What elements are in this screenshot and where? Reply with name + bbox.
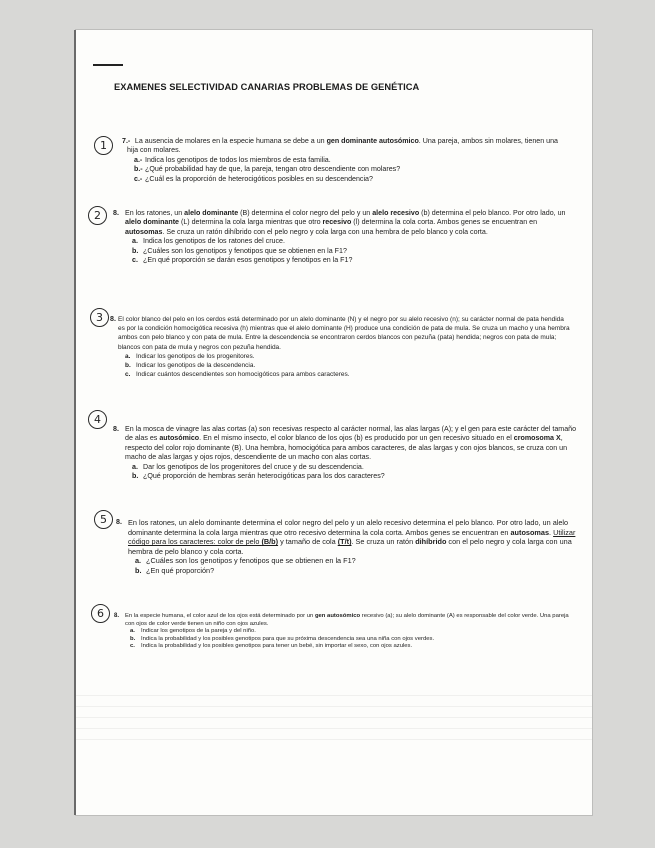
dash-mark xyxy=(93,64,123,66)
question-b: b. ¿Qué proporción de hembras serán heterocigóticas para los dos caracteres? xyxy=(132,472,385,481)
problem-number: 7.- xyxy=(122,137,131,145)
question-a: a. ¿Cuáles son los genotipos y fenotipos que se obtienen en la F1? xyxy=(135,556,356,566)
handwritten-number-1: 1 xyxy=(94,136,113,155)
question-c: c.- ¿Cuál es la proporción de heterocigóticos posibles en su descendencia? xyxy=(134,174,373,183)
problem-number: 8. xyxy=(113,209,119,217)
problem-text: En la especie humana, el color azul de los ojos está determinado por un gen autosómico recesivo (a); su alelo dominante (A) es responsable del color verde. Una pareja con ojos de color verde tienen un niño con ojos azules. a. Indicar los genotipos de la pareja y del niño. b. Indica la probabilidad y los posibles genotipos para que su próxima descendencia sea una niña con ojos verdes. c. Indica la probabilidad y los posibles genotipos para tener un bebé, sin importar el sexo, con ojos azules. xyxy=(125,613,575,651)
handwritten-number-5: 5 xyxy=(94,510,113,529)
document-title: EXAMENES SELECTIVIDAD CANARIAS PROBLEMAS DE GENÉTICA xyxy=(114,82,420,92)
question-a: a.- Indica los genotipos de todos los miembros de esta familia. xyxy=(134,155,331,164)
handwritten-number-3: 3 xyxy=(90,308,109,327)
question-a: a. Indica los genotipos de los ratones del cruce. xyxy=(132,237,285,246)
problem-text: La ausencia de molares en la especie humana se debe a un gen dominante autosómico. Una pareja, ambos sin molares, tienen una hija con molares. a.- Indica los genotipos de todos los miembros de esta familia. b.- ¿Qué probabilidad hay de que, la pareja, tengan otro descendiente con molares? c.- ¿Cuál es la proporción de heterocigóticos posibles en su descendencia? xyxy=(127,137,567,184)
handwritten-number-4: 4 xyxy=(88,410,107,429)
question-b: b. ¿Cuáles son los genotipos y fenotipos que se obtienen en la F1? xyxy=(132,246,347,255)
handwritten-number-2: 2 xyxy=(88,206,107,225)
question-b: b. ¿En qué proporción? xyxy=(135,565,215,575)
problem-text: El color blanco del pelo en los cerdos está determinado por un alelo dominante (N) y el negro por su alelo recesivo (n); su carácter normal de pata hendida es por la condición homocigótica recesiva (h) mientras que el alelo dominante (H) produce una condición de pata de mula. Se cruza un macho y una hembra ambos con pelo blanco y con pata de mula. Entre la descendencia se encontraron cerdos blancos con pezuña (pata) hendida; negros con pata de mula; blancos con pata de mula y negros con pezuña hendida. a. Indicar los genotipos de los progenitores. b. Indicar los genotipos de la descendencia. c. Indicar cuántos descendientes son homocigóticos para ambos caracteres. xyxy=(118,315,572,379)
problem-number: 8. xyxy=(114,613,120,619)
question-c: c. ¿En qué proporción se darán esos genotipos y fenotipos en la F1? xyxy=(132,256,353,265)
document-page xyxy=(76,30,592,815)
question-a: a. Indicar los genotipos de los progenitores. xyxy=(125,352,255,360)
problem-text: En los ratones, un alelo dominante (B) determina el color negro del pelo y un alelo recesivo (b) determina el pelo blanco. Por otro lado, un alelo dominante (L) determina la cola larga mientras que otro recesivo (l) determina la cola corta. Ambos genes se encuentran en autosomas. Se cruza un ratón dihíbrido con el pelo negro y cola larga con una hembra de pelo blanco y cola corta. a. Indica los genotipos de los ratones del cruce. b. ¿Cuáles son los genotipos y fenotipos que se obtienen en la F1? c. ¿En qué proporción se darán esos genotipos y fenotipos en la F1? xyxy=(125,209,575,265)
problem-number: 8. xyxy=(113,425,119,433)
problem-text: En la mosca de vinagre las alas cortas (a) son recesivas respecto al carácter normal, las alas largas (A); y el gen para este carácter del tamaño de alas es autosómico. En el mismo insecto, el color blanco de los ojos (b) es producido por un gen recesivo situado en el cromosoma X, respecto del color rojo dominante (B). Una hembra, homocigótica para ambos caracteres, de alas largas y con ojos blancos, se cruza con un macho de alas largas y ojos rojos, descendiente de un macho con alas cortas. a. Dar los genotipos de los progenitores del cruce y de su descendencia. b. ¿Qué proporción de hembras serán heterocigóticas para los dos caracteres? xyxy=(125,425,577,481)
question-c: c. Indica la probabilidad y los posibles genotipos para tener un bebé, sin importar el sexo, con ojos azules. xyxy=(130,643,413,650)
problem-number: 8. xyxy=(116,518,122,526)
question-b: b.- ¿Qué probabilidad hay de que, la pareja, tengan otro descendiente con molares? xyxy=(134,165,401,174)
problem-number: 8. xyxy=(110,315,116,323)
question-a: a. Dar los genotipos de los progenitores del cruce y de su descendencia. xyxy=(132,462,364,471)
question-c: c. Indicar cuántos descendientes son homocigóticos para ambos caracteres. xyxy=(125,371,350,379)
problem-text: En los ratones, un alelo dominante determina el color negro del pelo y un alelo recesivo determina el pelo blanco. Por otro lado, un alelo dominante determina la cola larga mientras que otro recesivo determina la cola corta. Ambos genes se encuentran en autosomas. Utilizar código para los caracteres: color de pelo (B/b) y tamaño de cola (T/t). Se cruza un ratón dihíbrido con el pelo negro y cola larga con una hembra de pelo blanco y cola corta. a. ¿Cuáles son los genotipos y fenotipos que se obtienen en la F1? b. ¿En qué proporción? xyxy=(128,518,578,576)
question-a: a. Indicar los genotipos de la pareja y del niño. xyxy=(130,628,256,635)
question-b: b. Indica la probabilidad y los posibles genotipos para que su próxima descendencia sea una niña con ojos verdes. xyxy=(130,635,435,642)
handwritten-number-6: 6 xyxy=(91,604,110,623)
question-b: b. Indicar los genotipos de la descendencia. xyxy=(125,362,256,370)
